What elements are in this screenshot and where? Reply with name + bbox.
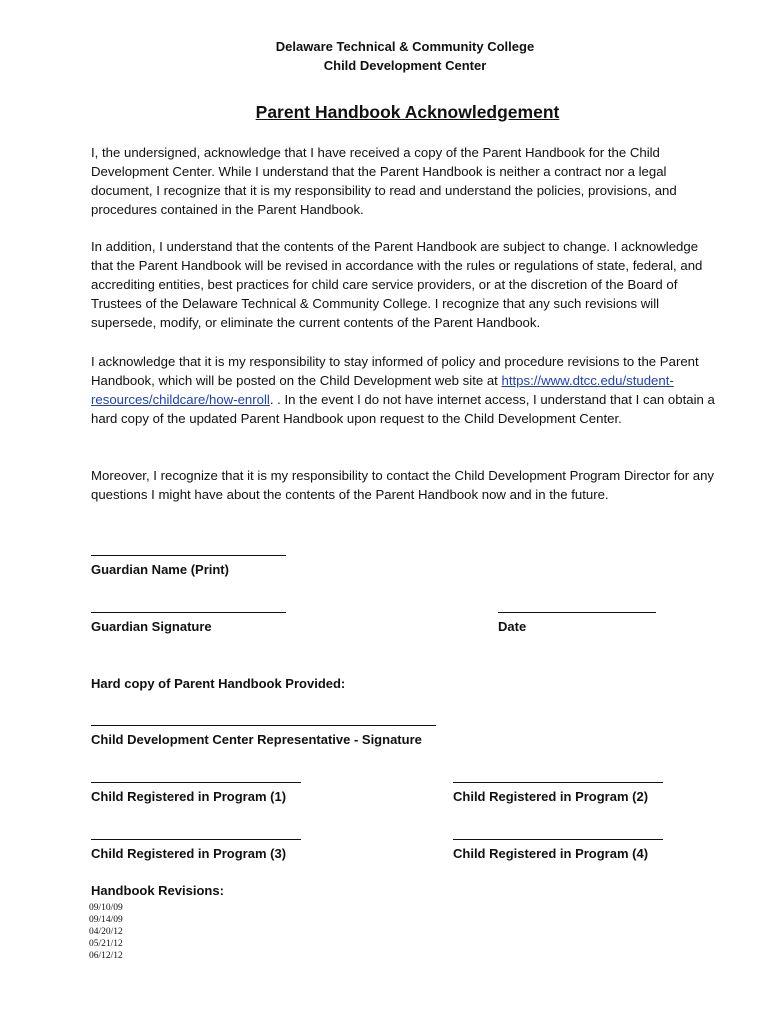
child-4-line[interactable] [453, 839, 663, 840]
handbook-revisions-heading: Handbook Revisions: [91, 883, 224, 898]
representative-signature-label: Child Development Center Representative - Signature [91, 732, 422, 747]
revision-date: 05/21/12 [89, 939, 123, 949]
child-2-label: Child Registered in Program (2) [453, 789, 649, 804]
child-3-line[interactable] [91, 839, 301, 840]
institution-header [0, 37, 770, 75]
child-3-label: Child Registered in Program (3) [91, 846, 287, 861]
college-name: Delaware Technical & Community College [275, 39, 535, 54]
guardian-signature-line[interactable] [91, 612, 286, 613]
child-2-line[interactable] [453, 782, 663, 783]
guardian-signature-label: Guardian Signature [91, 619, 212, 634]
guardian-name-line[interactable] [91, 555, 286, 556]
handbook-web-link[interactable]: https://www.dtcc.edu/student-resources/childcare/how-enroll [91, 373, 674, 407]
child-1-line[interactable] [91, 782, 301, 783]
paragraph-acknowledgement: I, the undersigned, acknowledge that I have received a copy of the Parent Handbook for the Child Development Center. While I understand that the Parent Handbook is neither a contract nor a legal document, I recognize that it is my responsibility to read and understand the policies, provisions, and procedures contained in the Parent Handbook. [91, 145, 677, 217]
revision-date: 09/14/09 [89, 915, 123, 925]
web-site-text-after: . . In the event I do not have internet access, I understand that I can obtain a hard copy of the updated Parent Handbook upon request to the Child Development Center. [91, 392, 715, 426]
representative-signature-line[interactable] [91, 725, 436, 726]
guardian-name-label: Guardian Name (Print) [91, 562, 229, 577]
child-1-label: Child Registered in Program (1) [91, 789, 287, 804]
handbook-revisions-list [89, 902, 123, 962]
paragraph-contact-director: Moreover, I recognize that it is my responsibility to contact the Child Development Program Director for any questions I might have about the contents of the Parent Handbook now and in the future. [91, 468, 715, 502]
revision-date: 04/20/12 [89, 927, 123, 937]
date-label: Date [498, 619, 527, 634]
paragraph-web-site [91, 352, 721, 428]
revision-date: 06/12/12 [89, 951, 123, 961]
child-4-label: Child Registered in Program (4) [453, 846, 649, 861]
revision-date: 09/10/09 [89, 903, 123, 913]
center-name: Child Development Center [323, 58, 487, 73]
hard-copy-label: Hard copy of Parent Handbook Provided: [91, 676, 346, 691]
document-title: Parent Handbook Acknowledgement [255, 102, 560, 122]
date-line[interactable] [498, 612, 656, 613]
web-site-text-before: I acknowledge that it is my responsibility to stay informed of policy and procedure revisions to the Parent Handbook, which will be posted on the Child Development web site at [91, 354, 699, 388]
paragraph-revisions-policy: In addition, I understand that the contents of the Parent Handbook are subject to change. I acknowledge that the Parent Handbook will be revised in accordance with the rules or regulations of state, federal, and accrediting entities, best practices for child care service providers, or at the discretion of the Board of Trustees of the Delaware Technical & Community College. I recognize that any such revisions will supersede, modify, or eliminate the current contents of the Parent Handbook. [91, 239, 703, 330]
